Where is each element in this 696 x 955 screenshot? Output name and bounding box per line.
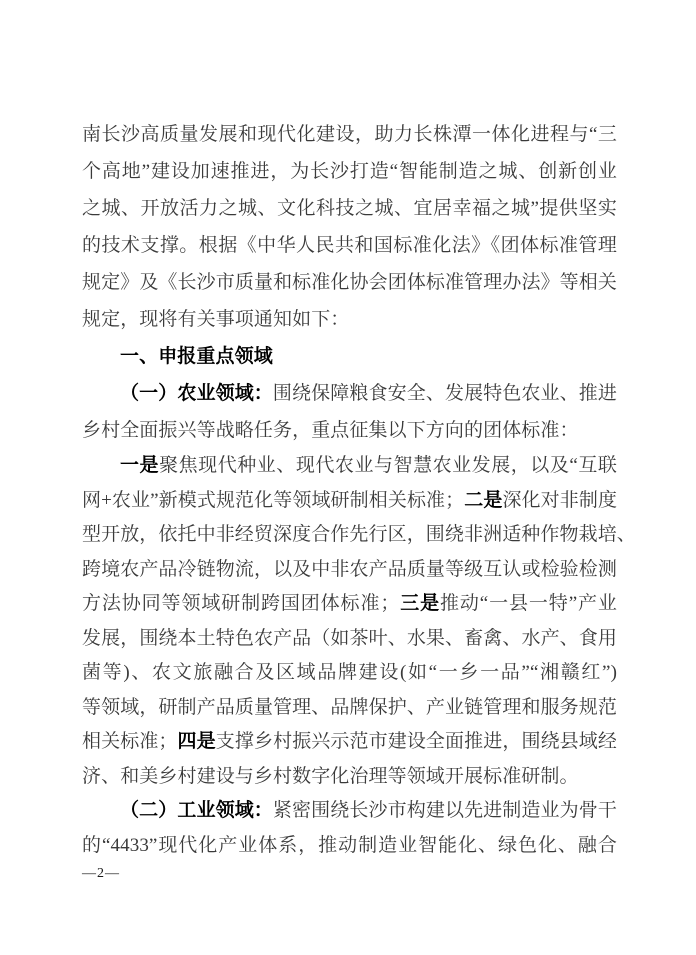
text-run: 支撑乡村振兴示范市建设全面推进，围绕县域经 (215, 731, 617, 752)
paragraph-industry (82, 794, 617, 863)
text-line (82, 190, 617, 227)
bold-text-run: （一）农业领域： (120, 383, 273, 404)
bold-text-run: 一、申报重点领域 (120, 346, 273, 367)
text-run: 紧密围绕长沙市构建以先进制造业为骨干 (272, 800, 617, 821)
text-line (82, 412, 617, 449)
bold-text-run: 三是 (399, 593, 441, 614)
page-number: —2— (82, 866, 120, 881)
text-line (82, 227, 617, 264)
section-heading-1 (82, 338, 617, 375)
text-line (82, 301, 617, 338)
text-run: 方法协同等领域研制跨国团体标准； (82, 593, 400, 614)
text-run: 规定，现将有关事项通知如下： (82, 309, 350, 330)
paragraph-intro (82, 116, 617, 338)
text-run: 菌等)、农文旅融合及区域品牌建设(如“一乡一品”“湘赣红”) (82, 662, 617, 683)
text-run: 围绕保障粮食安全、发展特色农业、推进 (272, 383, 617, 404)
text-line (82, 622, 617, 657)
text-run: 推动“一县一特”产业 (440, 593, 618, 614)
text-run: 之城、开放活力之城、文化科技之城、宜居幸福之城”提供坚实 (82, 198, 617, 219)
text-run: 跨境农产品冷链物流，以及中非农产品质量等级互认或检验检测 (82, 558, 617, 580)
bold-text-run: 四是 (177, 731, 216, 752)
document-content (82, 116, 636, 863)
text-run: 相关标准； (82, 731, 178, 752)
text-line (82, 691, 617, 726)
text-line (82, 484, 617, 519)
text-line (82, 116, 617, 153)
text-run: 南长沙高质量发展和现代化建设，助力长株潭一体化进程与“三 (82, 124, 617, 145)
paragraph-agriculture-lead (82, 375, 617, 449)
text-line (82, 760, 617, 795)
paragraph-agriculture-details (82, 449, 636, 794)
text-run: 聚焦现代种业、现代农业与智慧农业发展，以及“互联 (159, 455, 617, 476)
text-line (82, 725, 617, 760)
text-line (82, 264, 617, 301)
text-run: 的技术支撑。根据《中华人民共和国标准化法》《团体标准管理 (82, 235, 617, 256)
text-line (82, 829, 617, 864)
text-run: 网+农业”新模式规范化等领域研制相关标准； (82, 489, 465, 511)
text-run: 个高地”建设加速推进，为长沙打造“智能制造之城、创新创业 (82, 161, 617, 182)
text-run: 等领域，研制产品质量管理、品牌保护、产业链管理和服务规范 (82, 696, 617, 718)
bold-text-run: 一是 (120, 455, 160, 476)
text-line (82, 656, 617, 691)
text-run: 的“4433”现代化产业体系，推动制造业智能化、绿色化、融合 (82, 834, 617, 856)
bold-text-run: 二是 (464, 489, 503, 511)
text-line (82, 153, 617, 190)
text-line (82, 794, 617, 829)
text-line (82, 338, 617, 375)
text-run: 发展，围绕本土特色农产品（如茶叶、水果、畜禽、水产、食用 (82, 627, 617, 649)
text-run: 济、和美乡村建设与乡村数字化治理等领域开展标准研制。 (82, 765, 579, 787)
text-run: 型开放，依托中非经贸深度合作先行区，围绕非洲适种作物栽培、 (82, 524, 636, 545)
text-line (82, 587, 617, 622)
text-run: 规定》及《长沙市质量和标准化协会团体标准管理办法》等相关 (82, 272, 617, 293)
text-line (82, 375, 617, 412)
text-run: 深化对非制度 (502, 489, 618, 511)
text-line (82, 553, 617, 588)
bold-text-run: （二）工业领域： (120, 800, 273, 821)
text-line (82, 518, 636, 553)
text-line (82, 449, 617, 484)
text-run: 乡村全面振兴等战略任务，重点征集以下方向的团体标准： (82, 420, 579, 441)
